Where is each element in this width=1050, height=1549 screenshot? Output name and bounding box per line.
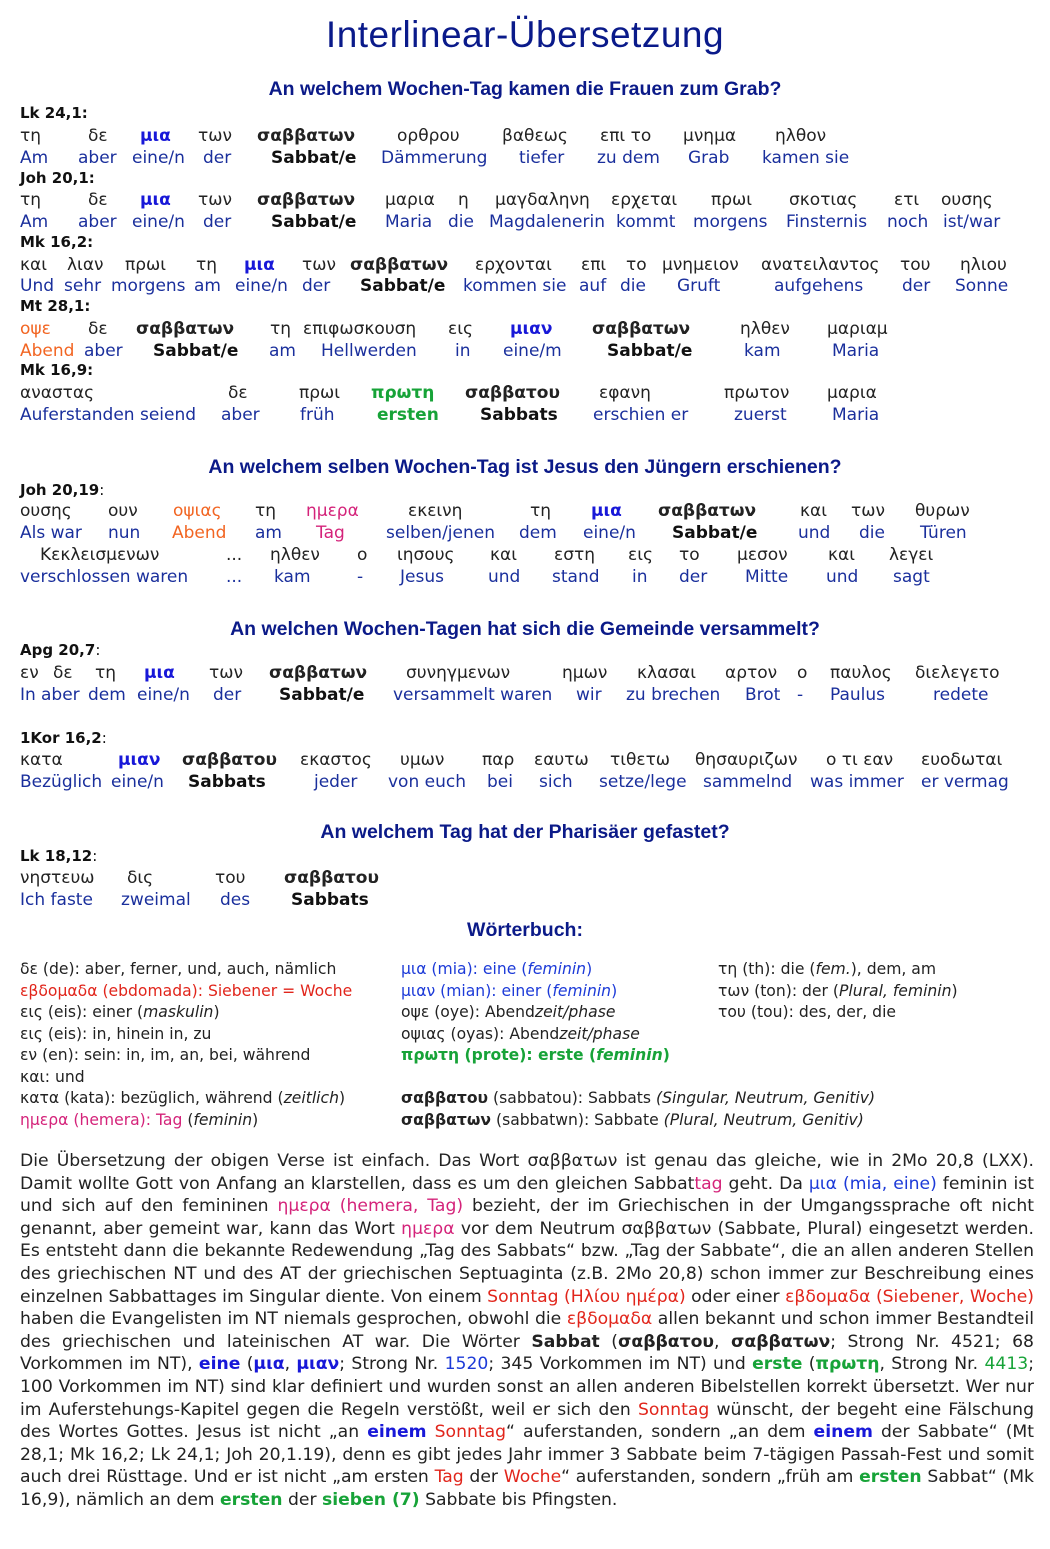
dict-entry: πρωτη (prote): erste (feminin) [401,1046,670,1064]
greek-word: εκεινη [408,501,463,521]
german-word: auf [579,276,607,296]
german-word: Dämmerung [381,148,488,168]
greek-word: αρτον [725,663,778,683]
greek-word: υμων [400,750,445,770]
german-word: Abend [172,523,227,543]
german-word: zu dem [597,148,660,168]
greek-word: τη [255,501,277,521]
greek-word: παυλος [830,663,892,683]
german-word: sehr [64,276,102,296]
page-title: Interlinear-Übersetzung [325,14,725,55]
german-word: die [448,212,474,232]
german-word: des [220,890,251,910]
greek-word: ουσης [941,190,993,210]
german-word: - [357,567,364,587]
greek-word: εφανη [599,383,651,403]
ref-mt-28-1: Mt 28,1: [20,297,91,315]
greek-word: πρωι [299,383,341,403]
german-word: eine/n [137,685,190,705]
heading-pharisee: An welchem Tag hat der Pharisäer gefastet? [320,821,730,843]
greek-word: ανατειλαντος [761,255,880,275]
greek-word: ηλθεν [270,545,320,565]
german-word: Hellwerden [321,341,417,361]
dict-entry: τη (th): die (fem.), dem, am [718,960,937,978]
greek-word: των [302,255,336,275]
greek-word: παρ [482,750,515,770]
greek-word: σαββατου [284,868,379,888]
dict-entry: σαββατων (sabbatwn): Sabbate (Plural, Neutrum, Genitiv) [401,1111,864,1129]
dict-entry: και: und [20,1068,85,1086]
german-word: kam [274,567,311,587]
greek-word: δε [53,663,73,683]
greek-word: σκοτιας [789,190,858,210]
german-word: morgens [693,212,768,232]
german-word: früh [300,405,335,425]
dict-entry: οψιας (oyas): Abendzeit/phase [401,1025,640,1043]
dict-entry: μια (mia): eine (feminin) [401,960,593,978]
greek-word: δις [127,868,154,888]
german-word: versammelt waren [393,685,553,705]
ref-joh-20-19: Joh 20,19: [20,481,105,499]
greek-word: μιαν [510,319,553,339]
greek-word: πρωτον [724,383,790,403]
german-word: am [255,523,282,543]
german-word: dem [519,523,557,543]
dict-entry: εις (eis): einer (maskulin) [20,1003,220,1021]
greek-word: ο [357,545,368,565]
greek-word: των [851,501,885,521]
dict-entry: εις (eis): in, hinein in, zu [20,1025,212,1043]
german-word: und [488,567,521,587]
german-word: Ich faste [20,890,93,910]
german-word: eine/n [235,276,288,296]
german-word: die [859,523,885,543]
german-word: der [203,212,232,232]
greek-word: ερχονται [475,255,552,275]
german-word: Sabbats [480,405,558,425]
german-word: In [20,685,36,705]
greek-word: των [209,663,243,683]
german-word: jeder [314,772,358,792]
german-word: kommen sie [463,276,567,296]
german-word: nun [108,523,141,543]
german-word: Türen [920,523,967,543]
greek-word: σαββατων [257,126,356,146]
german-word: ersten [377,405,439,425]
german-word: wir [576,685,602,705]
greek-word: των [198,126,232,146]
greek-word: ηλθον [775,126,827,146]
greek-word: ηλθεν [740,319,790,339]
greek-word: και [828,545,855,565]
greek-word: εαυτω [534,750,589,770]
ref-apg-20-7: Apg 20,7: [20,641,101,659]
greek-word: σαββατων [257,190,356,210]
greek-word: εκαστος [300,750,372,770]
german-word: der [203,148,232,168]
german-word: Mitte [745,567,789,587]
heading-congregation: An welchen Wochen-Tagen hat sich die Gemeinde versammelt? [230,618,820,640]
greek-word: ηλιου [960,255,1007,275]
german-word: selben/jenen [386,523,495,543]
german-word: eine/n [583,523,636,543]
greek-word: σαββατου [182,750,277,770]
german-word: der [679,567,708,587]
german-word: in [455,341,471,361]
greek-word: τη [20,190,42,210]
greek-word: μια [140,190,171,210]
greek-word: των [198,190,232,210]
german-word: kamen sie [762,148,850,168]
greek-word: οψιας [173,501,222,521]
german-word: Maria [832,341,880,361]
german-word: - [797,685,804,705]
greek-word: μνημειον [662,255,739,275]
greek-word: σαββατων [269,663,368,683]
greek-word: του [900,255,931,275]
german-word: der [902,276,931,296]
german-word: kommt [616,212,676,232]
greek-word: δε [88,126,108,146]
dict-entry: ημερα (hemera): Tag (feminin) [20,1111,259,1129]
greek-word: ουσης [20,501,72,521]
german-word: und [798,523,831,543]
greek-word: μνημα [683,126,737,146]
german-word: aber [41,685,80,705]
german-word: Und [20,276,55,296]
german-word: Sabbat/e [672,523,758,543]
german-word: Sabbat/e [607,341,693,361]
german-word: Auferstanden seiend [20,405,197,425]
german-word: die [620,276,646,296]
german-word: Als war [20,523,82,543]
german-word: ist/war [943,212,1001,232]
german-word: von euch [388,772,466,792]
greek-word: δε [228,383,248,403]
heading-women-grave: An welchem Wochen-Tag kamen die Frauen zum Grab? [268,78,782,100]
greek-word: μαριαμ [827,319,888,339]
german-word: eine/n [132,148,185,168]
german-word: kam [744,341,781,361]
german-word: erschien er [593,405,689,425]
greek-word: ιησους [397,545,455,565]
greek-word: οψε [20,319,51,339]
greek-word: εις [448,319,473,339]
german-word: zu brechen [626,685,721,705]
german-word: Sabbat/e [279,685,365,705]
german-word: Sabbat/e [271,212,357,232]
greek-word: βαθεως [502,126,568,146]
german-word: Finsternis [786,212,868,232]
german-word: aber [78,212,117,232]
greek-word: η [458,190,469,210]
greek-word: μια [591,501,622,521]
greek-word: τη [20,126,42,146]
greek-word: κλασαι [637,663,697,683]
german-word: Sabbat/e [360,276,446,296]
german-word: der [302,276,331,296]
greek-word: επι το [600,126,652,146]
german-word: aber [221,405,260,425]
german-word: sagt [893,567,930,587]
german-word: Sabbat/e [271,148,357,168]
german-word: Sonne [955,276,1009,296]
greek-word: συνηγμενων [406,663,511,683]
german-word: ... [226,567,243,587]
greek-word: ημερα [306,501,359,521]
german-word: der [213,685,242,705]
dict-entry: κατα (kata): bezüglich, während (zeitlich) [20,1089,346,1107]
greek-word: μια [244,255,275,275]
german-word: Am [20,148,49,168]
german-word: Sabbats [291,890,369,910]
greek-word: ημων [562,663,608,683]
german-word: Grab [688,148,730,168]
greek-word: αναστας [20,383,95,403]
greek-word: μια [140,126,171,146]
greek-word: κατα [20,750,63,770]
greek-word: ουν [108,501,138,521]
dict-entry: των (ton): der (Plural, feminin) [718,982,958,1000]
german-word: Magdalenerin [489,212,605,232]
greek-word: επι [581,255,607,275]
greek-word: μαρια [385,190,435,210]
greek-word: τη [95,663,117,683]
german-word: setze/lege [599,772,687,792]
german-word: sammelnd [703,772,793,792]
dict-entry: εν (en): sein: in, im, an, bei, während [20,1046,311,1064]
german-word: aufgehens [774,276,864,296]
german-word: Bezüglich [20,772,103,792]
greek-word: πρωι [125,255,167,275]
greek-word: εις [628,545,653,565]
greek-word: μια [144,663,175,683]
german-word: eine/m [503,341,562,361]
greek-word: μαρια [827,383,877,403]
german-word: verschlossen waren [20,567,189,587]
greek-word: τη [270,319,292,339]
greek-word: το [679,545,700,565]
greek-word: θυρων [915,501,970,521]
dict-entry: σαββατου (sabbatou): Sabbats (Singular, Neutrum, Genitiv) [401,1089,876,1107]
greek-word: σαββατου [465,383,560,403]
german-word: eine/n [111,772,164,792]
greek-word: και [490,545,517,565]
ref-joh-20-1: Joh 20,1: [20,169,95,187]
greek-word: σαββατων [658,501,757,521]
german-word: zuerst [734,405,787,425]
ref-lk-18-12: Lk 18,12: [20,847,98,865]
german-word: sich [539,772,573,792]
german-word: morgens [111,276,186,296]
greek-word: τη [530,501,552,521]
greek-word: δε [88,190,108,210]
greek-word: μεσον [737,545,788,565]
explanation-paragraph: Die Übersetzung der obigen Verse ist einfach. Das Wort σαββατων ist genau das gleiche, wie in 2Mo 20,8 (LXX). Damit wollte Gott von Anfang an klarstellen, dass es um den gleichen Sabbattag geht. Da μια (mia, eine) feminin ist und sich auf den femininen ημερα (hemera, Tag) bezieht, der im Griechischen in der Umgangssprache oft nicht genannt, aber gemeint war, kann das Wort ημερα vor dem Neutrum σαββατων (Sabbate, Plural) eingesetzt werden. Es entsteht dann die bekannte Redewendung „Tag des Sabbats“ bzw. „Tag der Sabbate“, die an allen anderen Stellen des griechischen NT und des AT der griechischen Septuaginta (z.B. 2Mo 20,8) schon immer zur Beschreibung eines einzelnen Sabbattages im Singular diente. Von einem Sonntag (Ηλίου ημέρα) oder einer εβδομαδα (Siebener, Woche) haben die Evangelisten im NT niemals gesprochen, obwohl die εβδομαδα allen bekannt und schon immer Bestandteil des griechischen und lateinischen AT war. Die Wörter Sabbat (σαββατου, σαββατων; Strong Nr. 4521; 68 Vorkommen im NT), eine (μια, μιαν; Strong Nr. 1520; 345 Vorkommen im NT) und erste (πρωτη, Strong Nr. 4413; 100 Vorkommen im NT) sind klar definiert und wurden sonst an allen anderen Bibelstellen korrekt übersetzt. Wer nur im Auferstehungs-Kapitel gegen die Regeln verstößt, weil er sich den Sonntag wünscht, der begeht eine Fälschung des Wortes Gottes. Jesus ist nicht „an einem Sonntag“ auferstanden, sondern „an dem einem der Sabbate“ (Mt 28,1; Mk 16,2; Lk 24,1; Joh 20,1.19), denn es gibt jedes Jahr immer 3 Sabbate beim 7-tägigen Passah-Fest und somit auch drei Rüsttage. Und er ist nicht „am ersten Tag der Woche“ auferstanden, sondern „früh am ersten Sabbat“ (Mk 16,9), nämlich an dem ersten der sieben (7) Sabbate bis Pfingsten. [20,1151,1035,1510]
greek-word: διελεγετο [915,663,1000,683]
greek-word: μιαν [118,750,161,770]
greek-word: το [626,255,647,275]
ref-1kor-16-2: 1Kor 16,2: [20,729,107,747]
greek-word: λεγει [889,545,934,565]
greek-word: τη [196,255,218,275]
greek-word: Κεκλεισμενων [40,545,160,565]
german-word: Sabbats [188,772,266,792]
greek-word: πρωτη [371,383,435,403]
german-word: Tag [316,523,345,543]
greek-word: ετι [894,190,920,210]
german-word: tiefer [519,148,565,168]
greek-word: ο [797,663,808,683]
german-word: was immer [810,772,904,792]
german-word: und [826,567,859,587]
german-word: Gruft [677,276,721,296]
greek-word: θησαυριζων [695,750,798,770]
dict-entry: εβδομαδα (ebdomada): Siebener = Woche [20,982,353,1000]
german-word: Abend [20,341,75,361]
german-word: bei [487,772,513,792]
german-word: noch [887,212,929,232]
german-word: er vermag [921,772,1009,792]
greek-word: νηστευω [20,868,95,888]
greek-word: ερχεται [611,190,678,210]
ref-lk-24-1: Lk 24,1: [20,104,88,122]
german-word: Brot [745,685,781,705]
greek-word: ευοδωται [921,750,1003,770]
greek-word: ορθρου [397,126,460,146]
german-word: zweimal [121,890,191,910]
greek-word: μαγδαληνη [495,190,590,210]
german-word: Sabbat/e [153,341,239,361]
german-word: eine/n [132,212,185,232]
greek-word: ο τι εαν [826,750,894,770]
greek-word: εστη [554,545,595,565]
german-word: Jesus [400,567,444,587]
greek-word: σαββατων [592,319,691,339]
german-word: stand [552,567,600,587]
german-word: dem [88,685,126,705]
german-word: am [269,341,296,361]
heading-dictionary: Wörterbuch: [467,919,583,941]
german-word: Am [20,212,49,232]
german-word: aber [78,148,117,168]
german-word: Maria [385,212,433,232]
greek-word: σαββατων [350,255,449,275]
ref-mk-16-9: Mk 16,9: [20,361,94,379]
heading-disciples: An welchem selben Wochen-Tag ist Jesus den Jüngern erschienen? [208,456,842,478]
german-word: Paulus [830,685,886,705]
greek-word: ... [226,545,243,565]
greek-word: και [20,255,47,275]
german-word: aber [84,341,123,361]
german-word: am [194,276,221,296]
greek-word: και [800,501,827,521]
ref-mk-16-2: Mk 16,2: [20,233,94,251]
greek-word: του [215,868,246,888]
greek-word: σαββατων [136,319,235,339]
greek-word: τιθετω [610,750,671,770]
german-word: Maria [832,405,880,425]
dict-entry: του (tou): des, der, die [718,1003,896,1021]
greek-word: δε [88,319,108,339]
greek-word: εν [20,663,39,683]
greek-word: πρωι [711,190,753,210]
dict-entry: οψε (oye): Abendzeit/phase [401,1003,616,1021]
greek-word: λιαν [67,255,104,275]
greek-word: επιφωσκουση [303,319,417,339]
german-word: redete [933,685,989,705]
dict-entry: δε (de): aber, ferner, und, auch, nämlich [20,960,337,978]
dict-entry: μιαν (mian): einer (feminin) [401,982,618,1000]
german-word: in [632,567,648,587]
